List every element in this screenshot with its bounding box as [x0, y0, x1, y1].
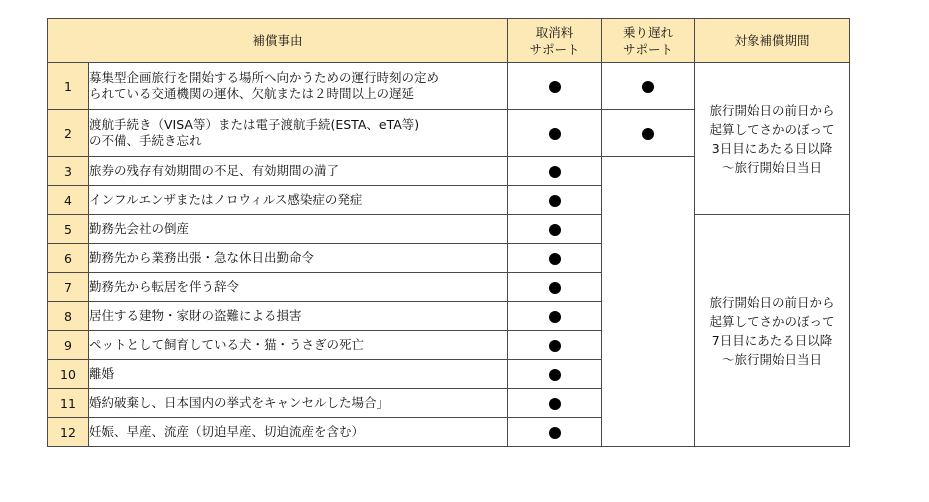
- row-reason: 居住する建物・家財の盗難による損害: [89, 302, 508, 331]
- cancel-mark-cell: [508, 418, 602, 447]
- row-number: 5: [48, 215, 89, 244]
- row-reason: 勤務先から転居を伴う辞令: [89, 273, 508, 302]
- row-number: 2: [48, 110, 89, 157]
- cancel-mark-cell: [508, 360, 602, 389]
- header-late-line2: サポート: [623, 41, 674, 57]
- row-reason: 妊娠、早産、流産（切迫早産、切迫流産を含む）: [89, 418, 508, 447]
- cancel-mark-cell: [508, 273, 602, 302]
- late-mark-cell: [602, 63, 695, 110]
- table-row: [48, 215, 850, 244]
- bullet-dot-icon: [549, 195, 561, 207]
- bullet-dot-icon: [549, 224, 561, 236]
- row-reason: 勤務先から業務出張・急な休日出勤命令: [89, 244, 508, 273]
- period-line: ～旅行開始日当日: [722, 351, 823, 367]
- period-cell-7day: [695, 215, 850, 447]
- bullet-dot-icon: [549, 398, 561, 410]
- row-reason: 旅券の残存有効期間の不足、有効期間の満了: [89, 157, 508, 186]
- cancel-mark-cell: [508, 331, 602, 360]
- period-line: 旅行開始日の前日から: [709, 294, 835, 310]
- reason-line: 募集型企画旅行を開始する場所へ向かうための運行時刻の定め: [89, 70, 440, 85]
- period-line: 3日目にあたる日以降: [711, 140, 833, 156]
- cancel-mark-cell: [508, 186, 602, 215]
- period-line: 起算してさかのぼって: [709, 313, 835, 329]
- row-number: 12: [48, 418, 89, 447]
- bullet-dot-icon: [549, 128, 561, 140]
- row-number: 11: [48, 389, 89, 418]
- reason-line: の不備、手続き忘れ: [89, 133, 202, 148]
- row-number: 1: [48, 63, 89, 110]
- bullet-dot-icon: [642, 128, 654, 140]
- period-line: 旅行開始日の前日から: [709, 102, 835, 118]
- period-cell-3day: [695, 63, 850, 215]
- bullet-dot-icon: [549, 340, 561, 352]
- row-reason: 勤務先会社の倒産: [89, 215, 508, 244]
- period-line: ～旅行開始日当日: [722, 159, 823, 175]
- header-reason: 補償事由: [48, 19, 508, 63]
- bullet-dot-icon: [549, 81, 561, 93]
- reason-line: られている交通機関の運休、欠航または２時間以上の遅延: [89, 86, 415, 101]
- cancel-mark-cell: [508, 63, 602, 110]
- row-number: 8: [48, 302, 89, 331]
- cancel-mark-cell: [508, 302, 602, 331]
- bullet-dot-icon: [549, 427, 561, 439]
- header-late-support: [602, 19, 695, 63]
- cancel-mark-cell: [508, 215, 602, 244]
- row-number: 9: [48, 331, 89, 360]
- row-number: 10: [48, 360, 89, 389]
- period-line: 7日目にあたる日以降: [711, 332, 833, 348]
- table-header-row: [48, 19, 850, 63]
- compensation-table: [47, 18, 850, 447]
- row-number: 4: [48, 186, 89, 215]
- cancel-mark-cell: [508, 157, 602, 186]
- bullet-dot-icon: [549, 282, 561, 294]
- header-cancel-line2: サポート: [529, 41, 580, 57]
- header-cancel-line1: 取消料: [535, 24, 574, 40]
- bullet-dot-icon: [549, 253, 561, 265]
- period-line: 起算してさかのぼって: [709, 121, 835, 137]
- late-mark-cell: [602, 110, 695, 157]
- row-number: 6: [48, 244, 89, 273]
- cancel-mark-cell: [508, 244, 602, 273]
- row-number: 3: [48, 157, 89, 186]
- header-late-line1: 乗り遅れ: [623, 24, 674, 40]
- header-cancel-support: [508, 19, 602, 63]
- row-reason: [89, 110, 508, 157]
- row-reason: 離婚: [89, 360, 508, 389]
- row-reason: 婚約破棄し、日本国内の挙式をキャンセルした場合」: [89, 389, 508, 418]
- bullet-dot-icon: [549, 311, 561, 323]
- header-period: 対象補償期間: [695, 19, 850, 63]
- table-row: [48, 63, 850, 110]
- row-reason: ペットとして飼育している犬・猫・うさぎの死亡: [89, 331, 508, 360]
- row-reason: インフルエンザまたはノロウィルス感染症の発症: [89, 186, 508, 215]
- row-number: 7: [48, 273, 89, 302]
- cancel-mark-cell: [508, 389, 602, 418]
- bullet-dot-icon: [549, 369, 561, 381]
- reason-line: 渡航手続き（VISA等）または電子渡航手続(ESTA、eTA等): [89, 117, 420, 132]
- cancel-mark-cell: [508, 110, 602, 157]
- bullet-dot-icon: [549, 166, 561, 178]
- bullet-dot-icon: [642, 81, 654, 93]
- late-empty-cell: [602, 157, 695, 447]
- row-reason: [89, 63, 508, 110]
